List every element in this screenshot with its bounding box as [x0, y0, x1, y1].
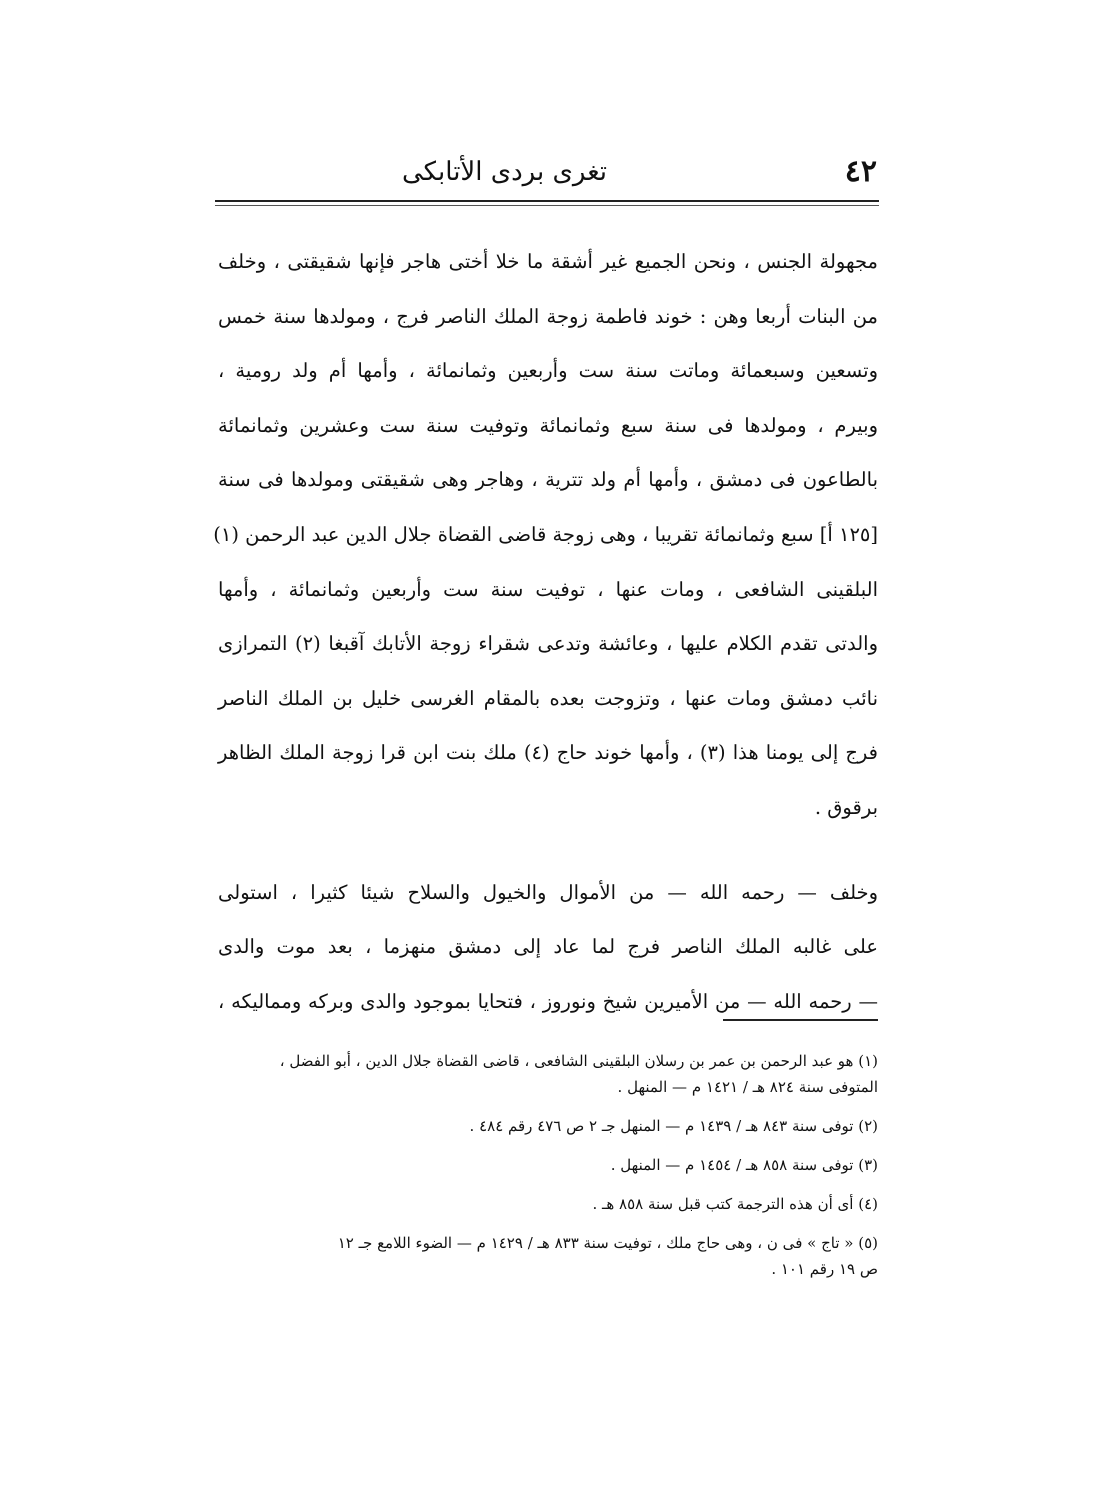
- footnote-separator: [723, 1019, 878, 1021]
- running-title: تغرى بردى الأتابكى: [402, 157, 607, 187]
- text-line: نائب دمشق ومات عنها ، وتزوجت بعده بالمقام الغرسى خليل بن الملك الناصر: [218, 686, 878, 710]
- footnote: [218, 1113, 878, 1139]
- text-line: وخلف — رحمه الله — من الأموال والخيول والسلاح شيئا كثيرا ، استولى: [218, 880, 878, 904]
- footnote: [218, 1191, 878, 1217]
- footnote-line: (٥) « تاج » فى ن ، وهى حاج ملك ، توفيت سنة ٨٣٣ هـ / ١٤٢٩ م — الضوء اللامع جـ ١٢: [337, 1234, 878, 1252]
- text-line: بالطاعون فى دمشق ، وأمها أم ولد تترية ، وهاجر وهى شقيقتى ومولدها فى سنة: [218, 468, 878, 492]
- text-line: وبيرم ، ومولدها فى سنة سبع وثمانمائة وتوفيت سنة ست وعشرين وثمانمائة: [218, 413, 878, 437]
- text-line: من البنات أربعا وهن : خوند فاطمة زوجة الملك الناصر فرج ، ومولدها سنة خمس: [218, 304, 878, 328]
- footnote-line: المتوفى سنة ٨٢٤ هـ / ١٤٢١ م — المنهل .: [617, 1078, 878, 1096]
- paragraph: [218, 866, 878, 1030]
- page-number: ٤٢: [844, 154, 877, 189]
- text-line: فرج إلى يومنا هذا (٣) ، وأمها خوند حاج (٤) ملك بنت ابن قرا زوجة الملك الظاهر: [218, 741, 878, 765]
- text-line: البلقينى الشافعى ، ومات عنها ، توفيت سنة ست وأربعين وثمانمائة ، وأمها: [218, 577, 878, 601]
- body-text: [213, 235, 878, 1029]
- paragraph: [213, 235, 878, 836]
- footnote-line: (٢) توفى سنة ٨٤٣ هـ / ١٤٣٩ م — المنهل جـ ٢ ص ٤٧٦ رقم ٤٨٤ .: [469, 1117, 878, 1135]
- text-line: [١٢٥ أ] سبع وثمانمائة تقريبا ، وهى زوجة قاضى القضاة جلال الدين عبد الرحمن (١): [213, 522, 878, 546]
- footnote: [218, 1230, 878, 1282]
- footnote: [218, 1048, 878, 1100]
- footnote: [218, 1152, 878, 1178]
- text-line: على غالبه الملك الناصر فرج لما عاد إلى دمشق منهزما ، بعد موت والدى: [218, 935, 878, 959]
- text-line: والدتى تقدم الكلام عليها ، وعائشة وتدعى شقراء زوجة الأتابك آقبغا (٢) التمرازى: [218, 632, 878, 656]
- text-line: مجهولة الجنس ، ونحن الجميع غير أشقة ما خلا أختى هاجر فإنها شقيقتى ، وخلف: [218, 250, 878, 273]
- text-line: وتسعين وسبعمائة وماتت سنة ست وأربعين وثمانمائة ، وأمها أم ولد رومية ،: [218, 359, 878, 383]
- footnote-line: ص ١٩ رقم ١٠١ .: [771, 1260, 878, 1278]
- footnote-line: (٤) أى أن هذه الترجمة كتب قبل سنة ٨٥٨ هـ .: [592, 1195, 878, 1213]
- footnotes: [218, 1048, 878, 1295]
- footnote-line: (٣) توفى سنة ٨٥٨ هـ / ١٤٥٤ م — المنهل .: [610, 1156, 878, 1174]
- text-line: برقوق .: [814, 795, 878, 819]
- page-header: [215, 150, 877, 200]
- header-rule-thin: [215, 205, 879, 206]
- footnote-line: (١) هو عبد الرحمن بن عمر بن رسلان البلقينى الشافعى ، قاضى القضاة جلال الدين ، أبو الفضل ،: [279, 1052, 878, 1070]
- text-line: — رحمه الله — من الأميرين شيخ ونوروز ، فتحايا بموجود والدى وبركه ومماليكه ،: [218, 989, 878, 1013]
- header-rule: [215, 200, 879, 202]
